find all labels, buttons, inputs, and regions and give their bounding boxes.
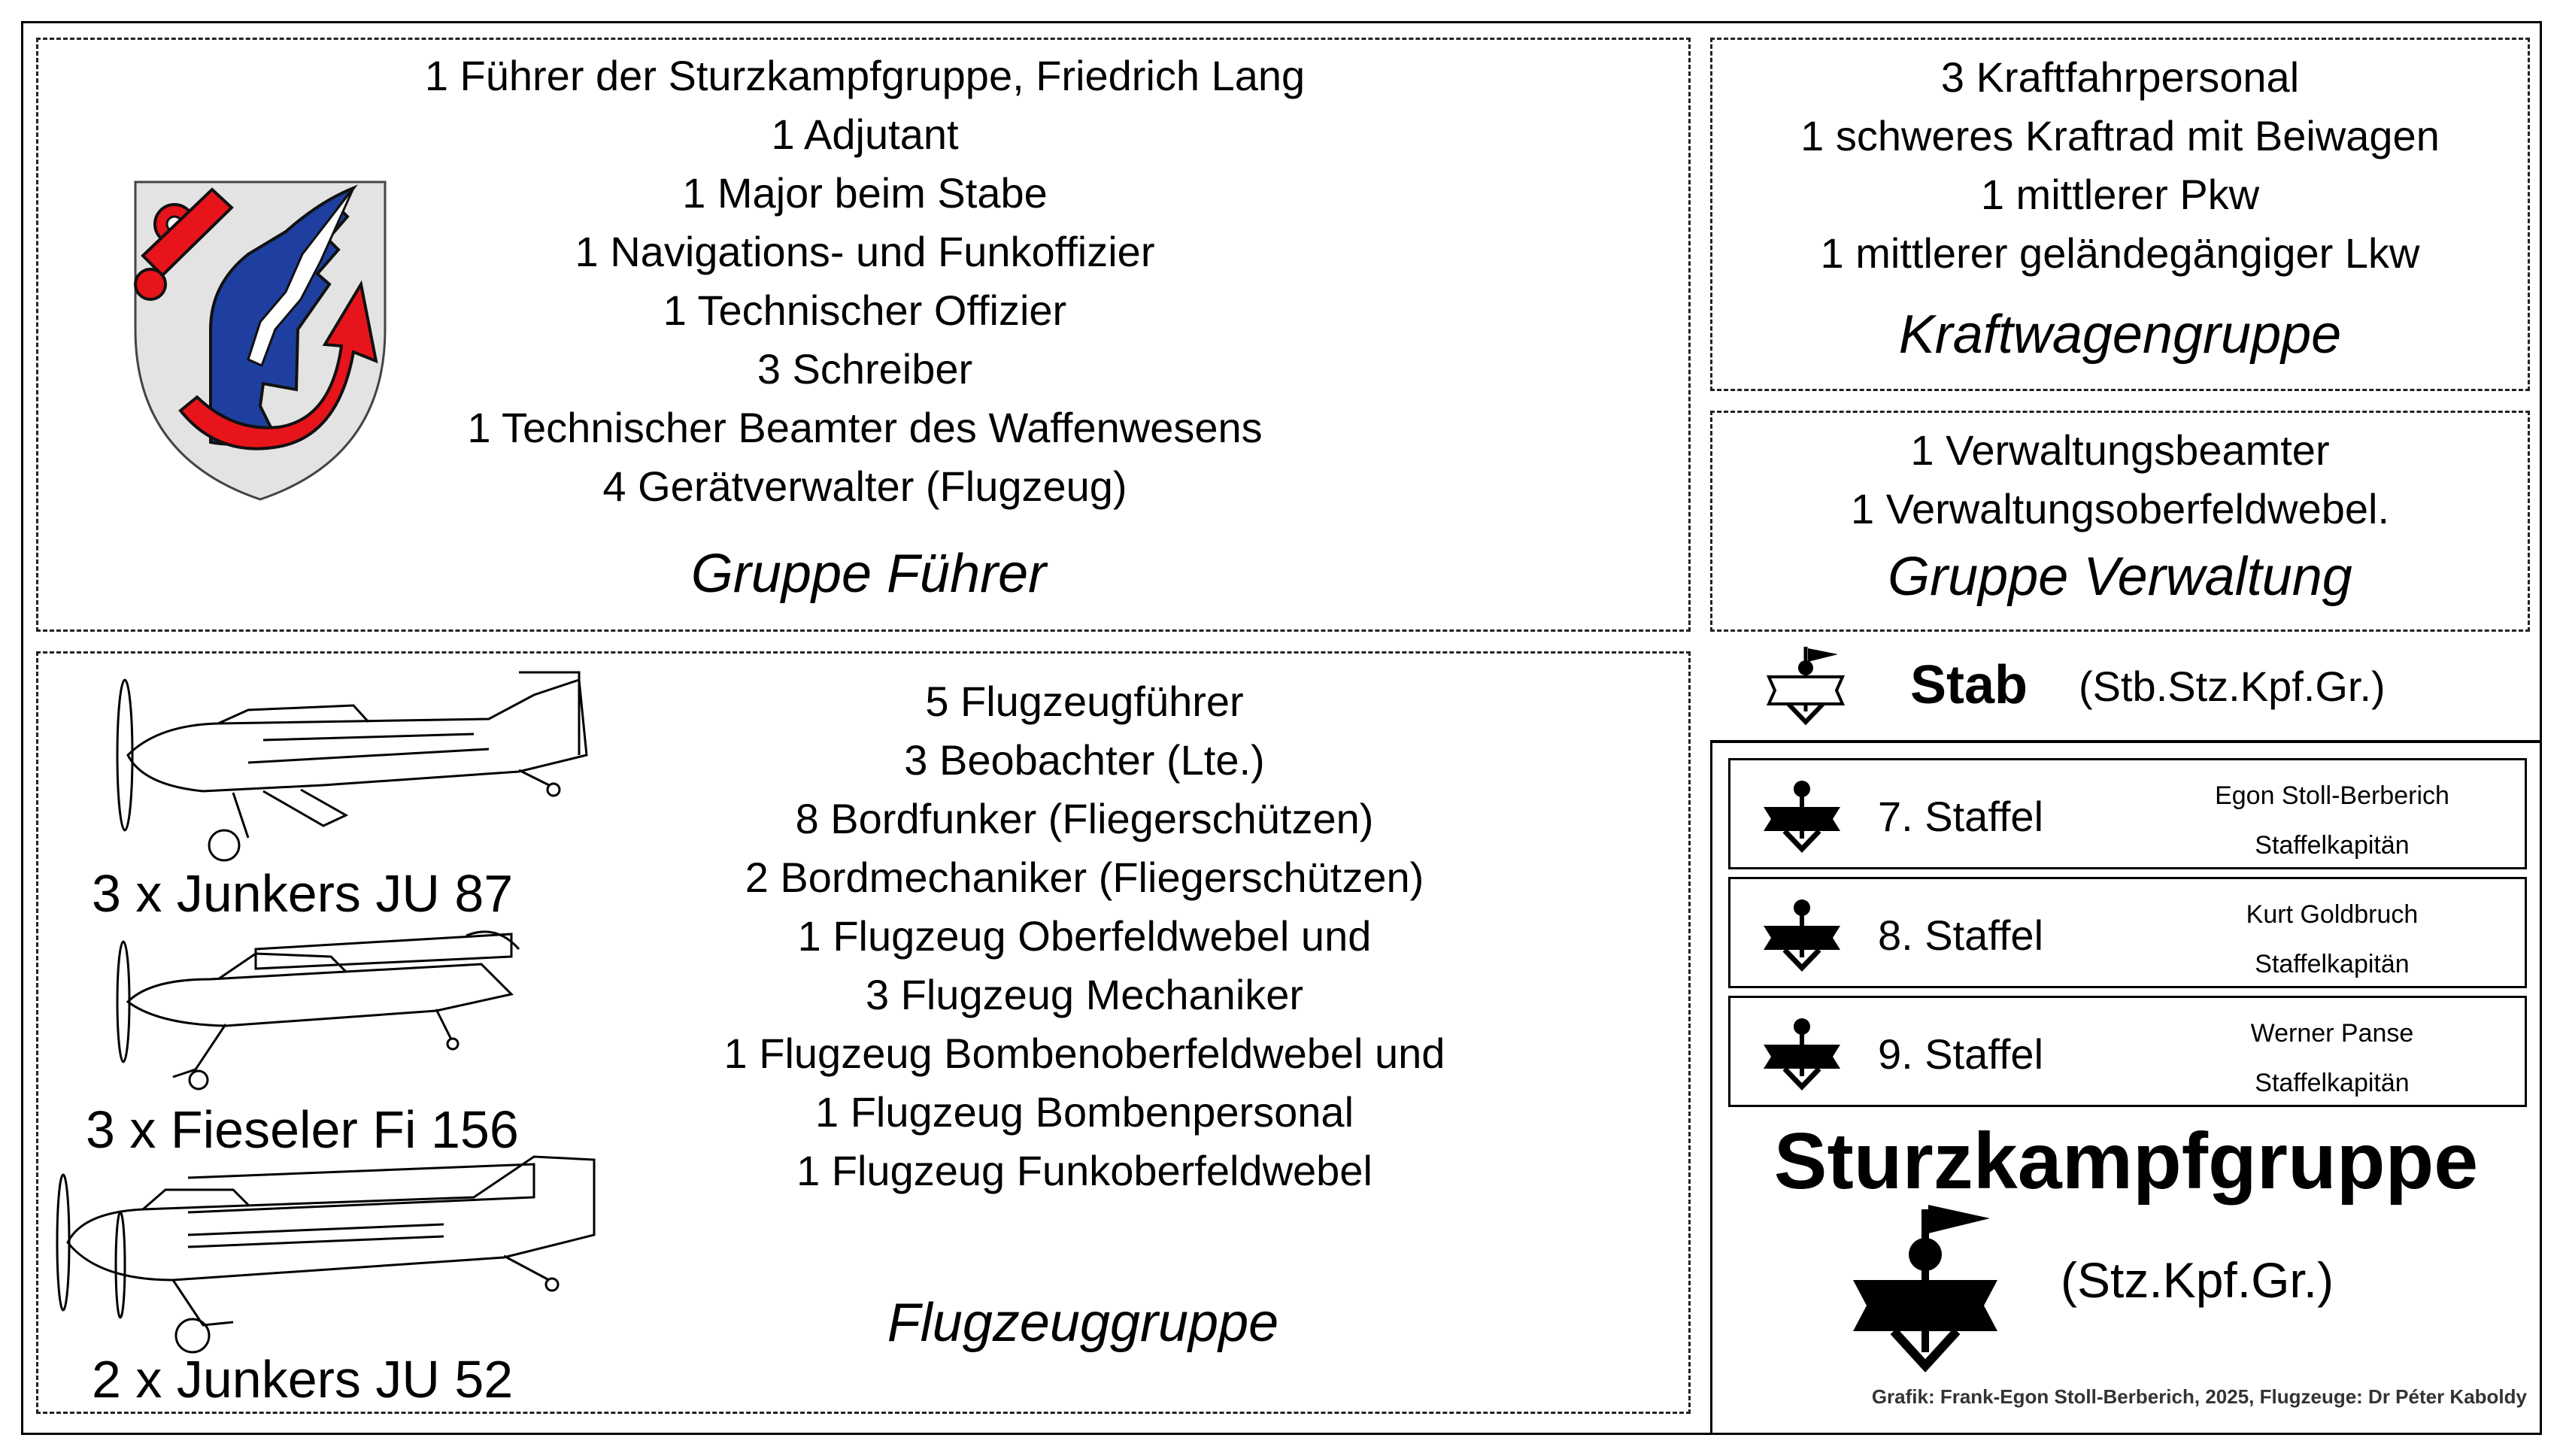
list-item: 3 Beobachter (Lte.) (904, 736, 1265, 784)
staffel-name: 9. Staffel (1878, 1030, 2044, 1078)
staffel-emblem-icon (1761, 1016, 1843, 1091)
leader-rank: Staffelkapitän (2255, 950, 2410, 978)
list-item: 2 Bordmechaniker (Fliegerschützen) (745, 854, 1424, 901)
ju52-drawing (53, 1152, 609, 1363)
staffel-7-row (1728, 758, 2527, 869)
verwaltung-list (1710, 421, 2530, 538)
staffel-name: 7. Staffel (1878, 793, 2044, 840)
gruppe-fuehrer-list (331, 47, 1399, 516)
verwaltung-title: Gruppe Verwaltung (1888, 547, 2352, 607)
leader-name: Kurt Goldbruch (2246, 900, 2419, 929)
staffel-name: 8. Staffel (1878, 912, 2044, 959)
list-item: 1 Flugzeug Bombenpersonal (814, 1088, 1354, 1136)
list-item: 5 Flugzeugführer (925, 678, 1244, 725)
leader-name: Werner Panse (2250, 1019, 2414, 1048)
ju87-drawing (98, 665, 594, 869)
flugzeug-list (662, 672, 1507, 1200)
stab-emblem-icon (1764, 644, 1847, 726)
unit-abbr: (Stz.Kpf.Gr.) (2061, 1252, 2334, 1308)
fi156-drawing (105, 927, 526, 1095)
staffel-leader (2144, 890, 2520, 989)
staffel-leader (2144, 1009, 2520, 1108)
staffel-leader (2144, 771, 2520, 870)
plane-label-ju52: 2 x Junkers JU 52 (92, 1350, 514, 1409)
list-item: 1 Flugzeug Bombenoberfeldwebel und (723, 1030, 1445, 1077)
leader-rank: Staffelkapitän (2255, 831, 2410, 860)
unit-name: Sturzkampfgruppe (1773, 1117, 2479, 1206)
list-item: 3 Schreiber (757, 345, 973, 393)
list-item: 1 Navigations- und Funkoffizier (575, 228, 1155, 275)
kraftwagen-list (1710, 48, 2530, 283)
leader-name: Egon Stoll-Berberich (2215, 781, 2449, 810)
list-item: 3 Flugzeug Mechaniker (865, 971, 1304, 1018)
gruppe-fuehrer-title: Gruppe Führer (690, 544, 1047, 604)
leader-rank: Staffelkapitän (2255, 1069, 2410, 1097)
list-item: 8 Bordfunker (Fliegerschützen) (795, 795, 1374, 842)
list-item: 1 Flugzeug Oberfeldwebel und (797, 912, 1372, 960)
stab-abbr: (Stb.Stz.Kpf.Gr.) (2079, 663, 2386, 710)
list-item: 1 Major beim Stabe (682, 169, 1048, 217)
list-item: 1 Verwaltungsbeamter (1910, 426, 2330, 474)
list-item: 1 Adjutant (771, 111, 959, 158)
list-item: 1 mittlerer Pkw (1980, 171, 2260, 218)
kraftwagen-title: Kraftwagengruppe (1898, 305, 2342, 365)
staffel-emblem-icon (1761, 778, 1843, 854)
staffel-9-row (1728, 996, 2527, 1107)
list-item: 1 Technischer Offizier (663, 287, 1067, 334)
plane-label-ju87: 3 x Junkers JU 87 (92, 864, 514, 923)
staffel-8-row (1728, 877, 2527, 988)
plane-label-fi156: 3 x Fieseler Fi 156 (86, 1100, 519, 1159)
credit-text: Grafik: Frank-Egon Stoll-Berberich, 2025, Flugzeuge: Dr Péter Kaboldy (1871, 1385, 2527, 1408)
flugzeug-title: Flugzeuggruppe (887, 1293, 1279, 1353)
list-item: 4 Gerätverwalter (Flugzeug) (602, 463, 1127, 510)
list-item: 1 Technischer Beamter des Waffenwesens (467, 404, 1263, 451)
staffel-emblem-icon (1761, 897, 1843, 972)
stab-label: Stab (1910, 655, 2028, 715)
list-item: 3 Kraftfahrpersonal (1940, 53, 2300, 101)
list-item: 1 Führer der Sturzkampfgruppe, Friedrich Lang (424, 52, 1306, 99)
list-item: 1 Verwaltungsoberfeldwebel. (1850, 485, 2390, 532)
list-item: 1 Flugzeug Funkoberfeldwebel (796, 1147, 1372, 1194)
list-item: 1 mittlerer geländegängiger Lkw (1820, 229, 2420, 277)
list-item: 1 schweres Kraftrad mit Beiwagen (1800, 112, 2440, 159)
unit-emblem-icon (1850, 1202, 2000, 1375)
